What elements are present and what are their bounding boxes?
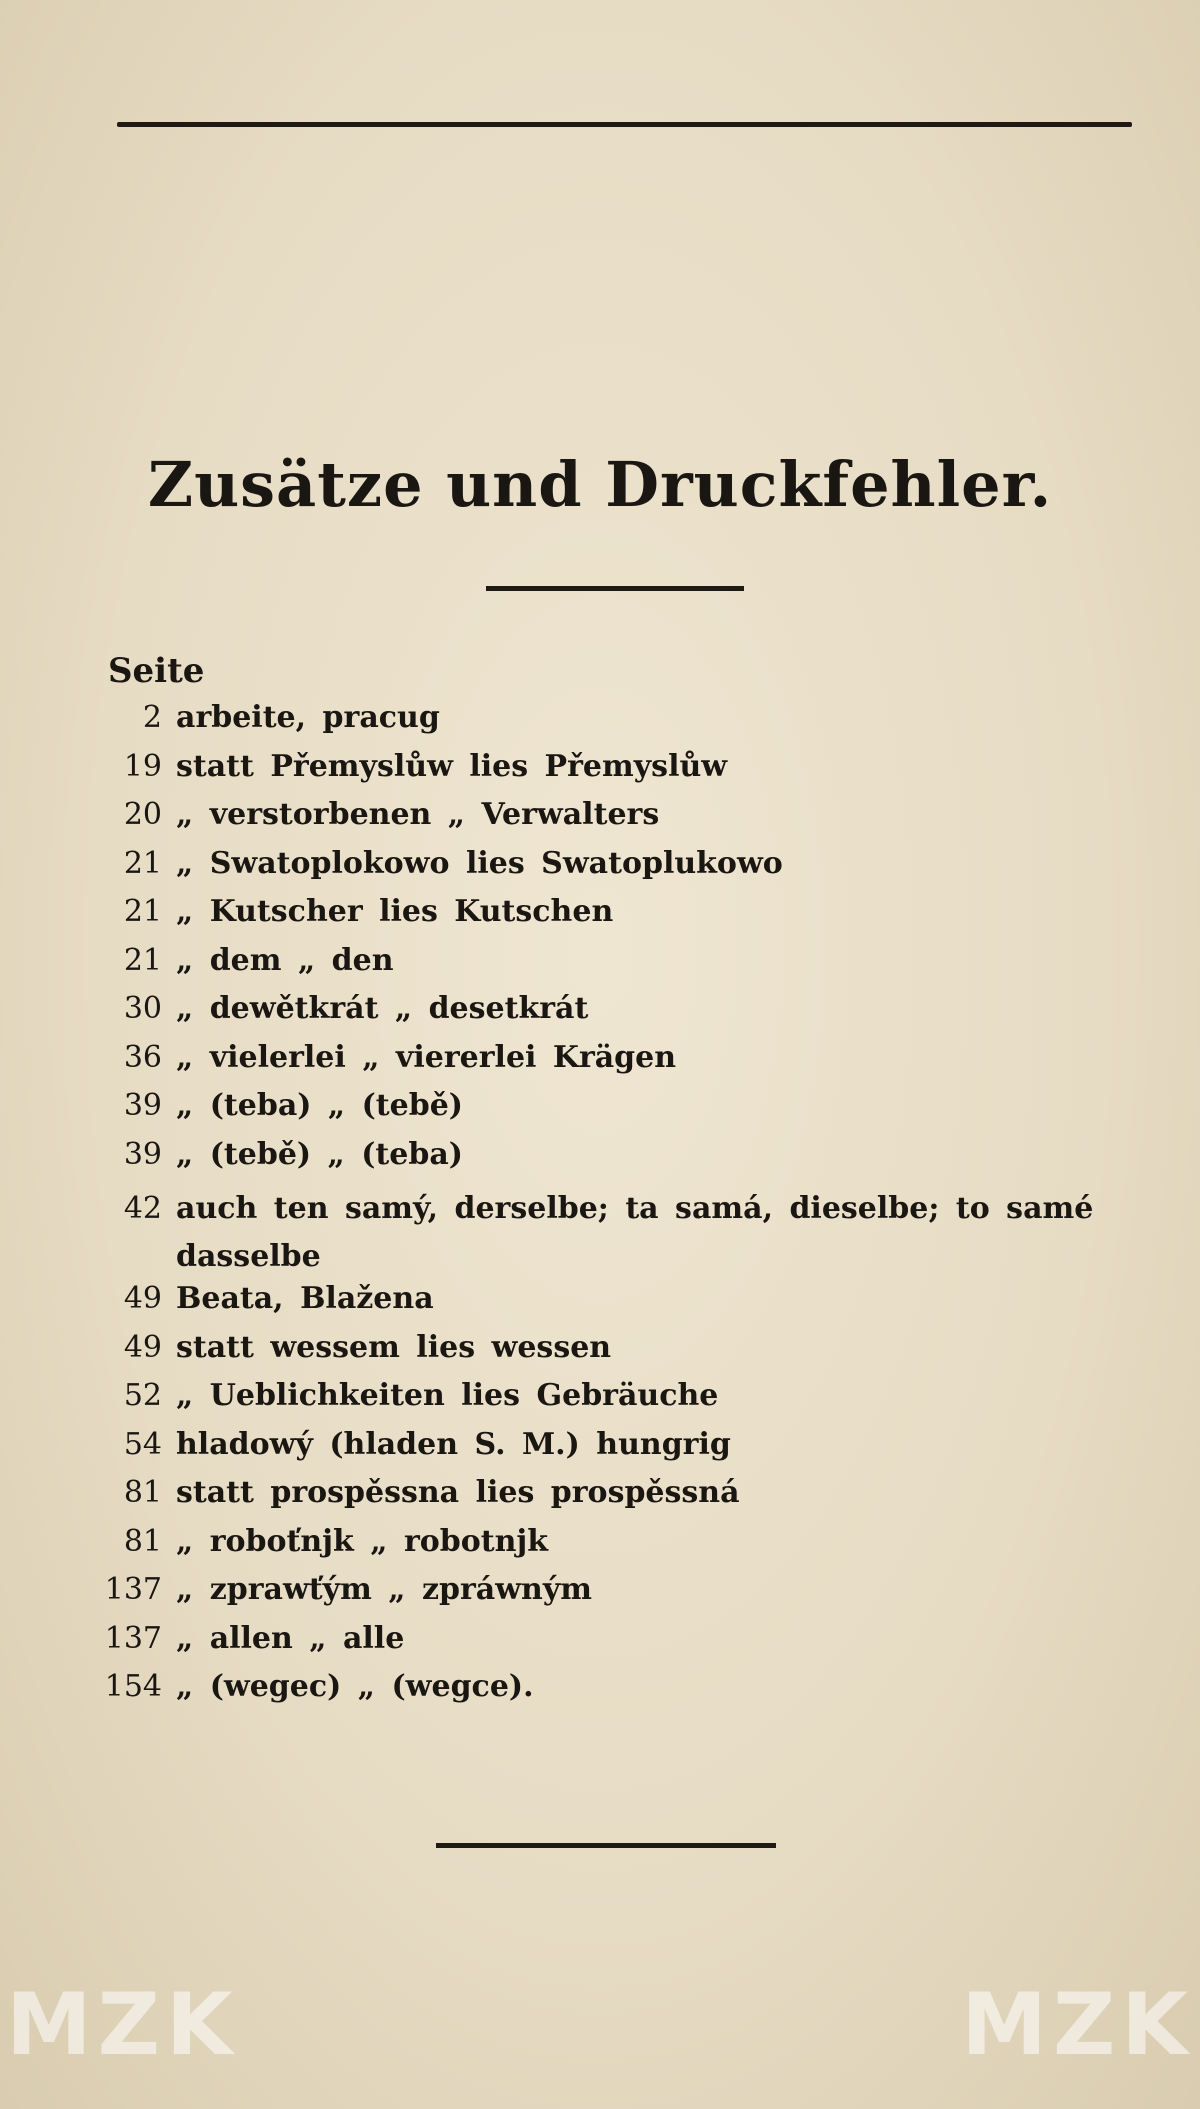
entry-text: arbeite, pracug xyxy=(176,700,440,735)
entry-page: 39 xyxy=(123,1136,162,1172)
entry-page: 21 xyxy=(123,894,162,929)
top-rule xyxy=(117,122,1132,127)
errata-entry xyxy=(90,749,1140,798)
errata-entry xyxy=(90,1669,1140,1718)
errata-entry xyxy=(90,1572,1140,1621)
entry-text: „ Swatoplokowo lies Swatoplukowo xyxy=(176,845,783,881)
errata-entry xyxy=(90,1378,1140,1427)
entry-page: 137 xyxy=(104,1572,162,1607)
entry-page: 49 xyxy=(123,1281,162,1316)
errata-entry xyxy=(90,1524,1140,1573)
entry-page: 52 xyxy=(123,1378,162,1413)
entry-text: „ roboťnjk „ robotnjk xyxy=(176,1523,549,1559)
title-rule xyxy=(486,586,744,591)
entry-text: „ dem „ den xyxy=(176,942,394,978)
entry-page: 81 xyxy=(123,1475,162,1510)
errata-entry xyxy=(90,1427,1140,1476)
entry-text: statt wessem lies wessen xyxy=(176,1329,612,1365)
entry-page: 39 xyxy=(123,1088,162,1123)
errata-entry xyxy=(90,1137,1140,1186)
entry-text: auch ten samý, derselbe; ta samá, dieselbe; to samé dasselbe xyxy=(176,1191,1094,1274)
bottom-rule xyxy=(436,1843,776,1848)
errata-entry xyxy=(90,700,1140,749)
entry-text: „ Kutscher lies Kutschen xyxy=(176,894,614,929)
entry-text: statt Přemyslůw lies Přemyslůw xyxy=(176,748,728,784)
errata-entry xyxy=(90,1330,1140,1379)
entry-text: „ allen „ alle xyxy=(176,1620,405,1656)
errata-entry xyxy=(90,1185,1140,1281)
entry-text: „ zprawťým „ zpráwným xyxy=(176,1572,593,1607)
entry-text: hladowý (hladen S. M.) hungrig xyxy=(176,1426,731,1462)
entry-text: „ verstorbenen „ Verwalters xyxy=(176,797,660,832)
entry-page: 30 xyxy=(123,991,162,1026)
entry-page: 21 xyxy=(123,845,162,881)
entry-page: 2 xyxy=(142,700,162,735)
entry-text: „ (tebě) „ (teba) xyxy=(176,1136,463,1172)
entry-page: 54 xyxy=(123,1426,162,1462)
entry-page: 20 xyxy=(123,797,162,832)
entry-page: 36 xyxy=(123,1039,162,1075)
errata-entry xyxy=(90,797,1140,846)
errata-entry xyxy=(90,1281,1140,1330)
seite-label: Seite xyxy=(108,651,205,691)
errata-entry xyxy=(90,1040,1140,1089)
entry-page: 19 xyxy=(123,748,162,784)
watermark-right: MZK xyxy=(961,1975,1194,2075)
errata-entry xyxy=(90,1475,1140,1524)
errata-entry xyxy=(90,943,1140,992)
entry-page: 49 xyxy=(123,1329,162,1365)
errata-entry xyxy=(90,894,1140,943)
entry-text: „ vielerlei „ viererlei Krägen xyxy=(176,1039,677,1075)
entry-text: „ (teba) „ (tebě) xyxy=(176,1088,463,1123)
entry-text: „ dewětkrát „ desetkrát xyxy=(176,991,589,1026)
entry-page: 21 xyxy=(123,942,162,978)
entry-page: 137 xyxy=(104,1620,162,1656)
entry-page: 42 xyxy=(123,1191,162,1226)
watermark-left: MZK xyxy=(6,1975,239,2075)
page-title: Zusätze und Druckfehler. xyxy=(147,448,1053,521)
entry-text: Beata, Blažena xyxy=(176,1281,434,1316)
entry-text: statt prospěssna lies prospěssná xyxy=(176,1475,740,1510)
entry-page: 81 xyxy=(123,1523,162,1559)
entry-page: 154 xyxy=(104,1669,162,1704)
errata-entry xyxy=(90,1088,1140,1137)
entry-text: „ (wegec) „ (wegce). xyxy=(176,1669,534,1704)
errata-entry xyxy=(90,991,1140,1040)
errata-entry xyxy=(90,846,1140,895)
entry-text: „ Ueblichkeiten lies Gebräuche xyxy=(176,1378,719,1413)
errata-entry xyxy=(90,1621,1140,1670)
errata-list xyxy=(90,700,1140,1718)
